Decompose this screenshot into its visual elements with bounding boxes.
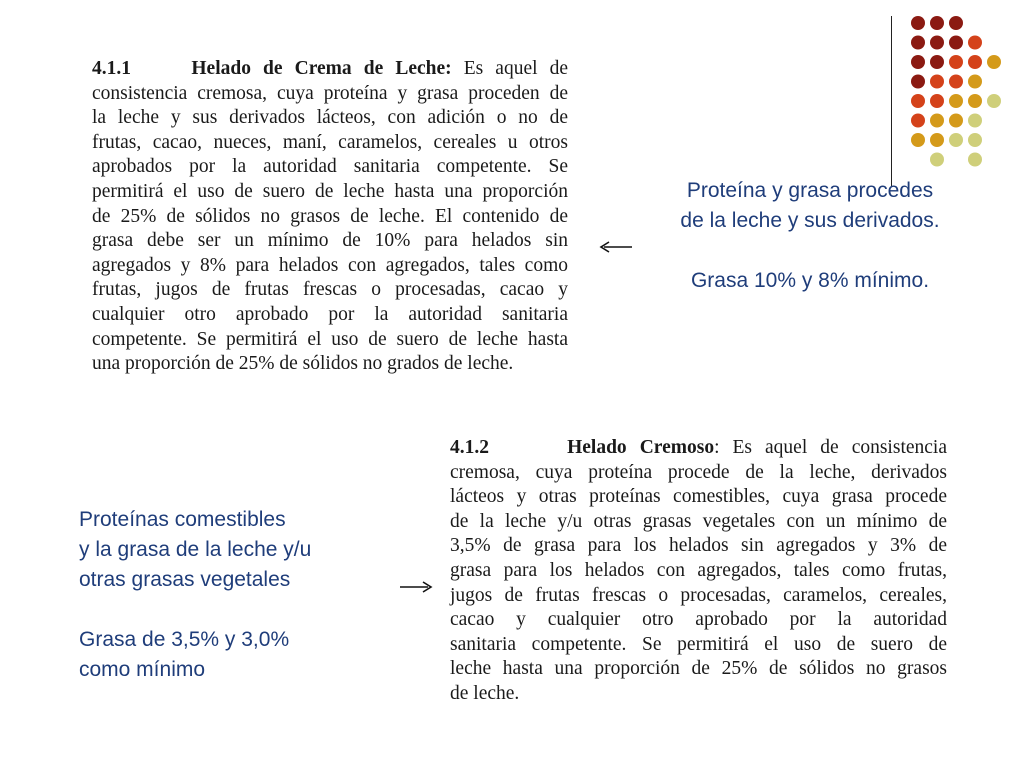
decorative-dot [930,94,944,108]
decorative-dot [949,114,963,128]
decorative-dot [949,36,963,50]
section-2-line: cacao y cualquier otro aprobado por la autoridad [450,609,947,631]
section-4-1-1-paragraph [92,57,568,377]
note-1-line: Grasa 10% y 8% mínimo. [690,269,930,292]
decorative-dot-grid [900,12,1020,172]
right-arrow-icon [398,580,434,594]
decorative-dot [949,55,963,69]
decorative-dot [968,55,982,69]
decorative-dot [949,94,963,108]
section-1-line: de 25% de sólidos no grasos de leche. El contenido de [92,205,568,227]
decorative-dot [911,114,925,128]
decorative-dot [911,36,925,50]
note-1-line: Proteína y grasa procedes [686,179,934,202]
section-2-line: de la leche y/u otras grasas vegetales con un mínimo de [450,510,947,532]
section-2-line: de leche. [450,682,520,704]
decorative-dot [930,55,944,69]
section-1-line: frutas, jugos de frutas frescas o procesadas, cacao y [92,279,568,301]
note-2-line: Grasa de 3,5% y 3,0% [79,628,290,651]
section-1-heading-title: Helado de Crema de Leche: [191,58,452,79]
decorative-dot [987,94,1001,108]
decorative-dot [968,133,982,147]
decorative-dot [911,16,925,30]
note-1-line: de la leche y sus derivados. [680,209,940,232]
decorative-vertical-line [891,16,892,186]
section-1-line: aprobados por la autoridad sanitaria competente. Se [92,156,568,178]
decorative-dot [949,75,963,89]
note-2-line: otras grasas vegetales [79,568,291,591]
decorative-dot [911,133,925,147]
decorative-dot [968,114,982,128]
section-2-line: leche hasta una proporción de 25% de sólidos no grasos [450,658,947,680]
decorative-dot [949,16,963,30]
section-2-heading-title: Helado Cremoso [567,437,715,458]
decorative-dot [949,133,963,147]
decorative-dot [911,94,925,108]
decorative-dot [930,114,944,128]
section-2-line-1-text: : Es aquel de consistencia [714,437,947,458]
section-1-line: permitirá el uso de suero de leche hasta una proporción [92,180,568,202]
decorative-dot [930,36,944,50]
decorative-dot [987,55,1001,69]
section-2-heading-number: 4.1.2 [450,437,489,458]
section-1-line: agregados y 8% para helados con agregados, tales como [92,254,568,276]
decorative-dot [968,94,982,108]
section-1-line: consistencia cremosa, cuya proteína y grasa proceden de [92,82,568,104]
note-2-line: y la grasa de la leche y/u [79,538,312,561]
decorative-dot [930,153,944,167]
section-1-line: grasa debe ser un mínimo de 10% para helados sin [92,230,568,252]
decorative-dot [930,133,944,147]
section-1-heading-number: 4.1.1 [92,58,131,79]
section-1-line-1-text: Es aquel de [463,58,569,79]
section-2-line: lácteos y otras proteínas comestibles, cuya grasa procede [450,486,947,508]
section-1-line-1 [92,57,568,82]
note-1-summary [640,176,980,296]
decorative-dot [930,16,944,30]
decorative-dot [968,153,982,167]
section-2-line: sanitaria competente. Se permitirá el uso de suero de [450,633,947,655]
section-4-1-2-paragraph [450,436,947,707]
decorative-dot [930,75,944,89]
section-1-line: competente. Se permitirá el uso de suero de leche hasta [92,328,568,350]
decorative-dot [968,36,982,50]
section-1-line: cualquier otro aprobado por la autoridad sanitaria [92,303,568,325]
section-2-line: 3,5% de grasa para los helados sin agregados y 3% de [450,535,947,557]
left-arrow-icon [598,240,634,254]
note-2-summary [79,505,399,685]
note-2-line: como mínimo [79,658,206,681]
section-2-line: cremosa, cuya proteína procede de la leche, derivados [450,461,947,483]
section-1-line: una proporción de 25% de sólidos no grados de leche. [92,353,514,375]
section-1-line: frutas, cacao, nueces, maní, caramelos, cereales u otros [92,131,568,153]
decorative-dot [911,75,925,89]
section-1-line: la leche y sus derivados lácteos, con adición o no de [92,107,568,129]
decorative-dot [911,55,925,69]
section-2-line: jugos de frutas frescas o procesadas, caramelos, cereales, [450,584,947,606]
decorative-dot [968,75,982,89]
section-2-line: grasa para los helados con agregados, tales como frutas, [450,559,947,581]
section-2-line-1 [450,436,947,461]
note-2-line: Proteínas comestibles [79,508,286,531]
